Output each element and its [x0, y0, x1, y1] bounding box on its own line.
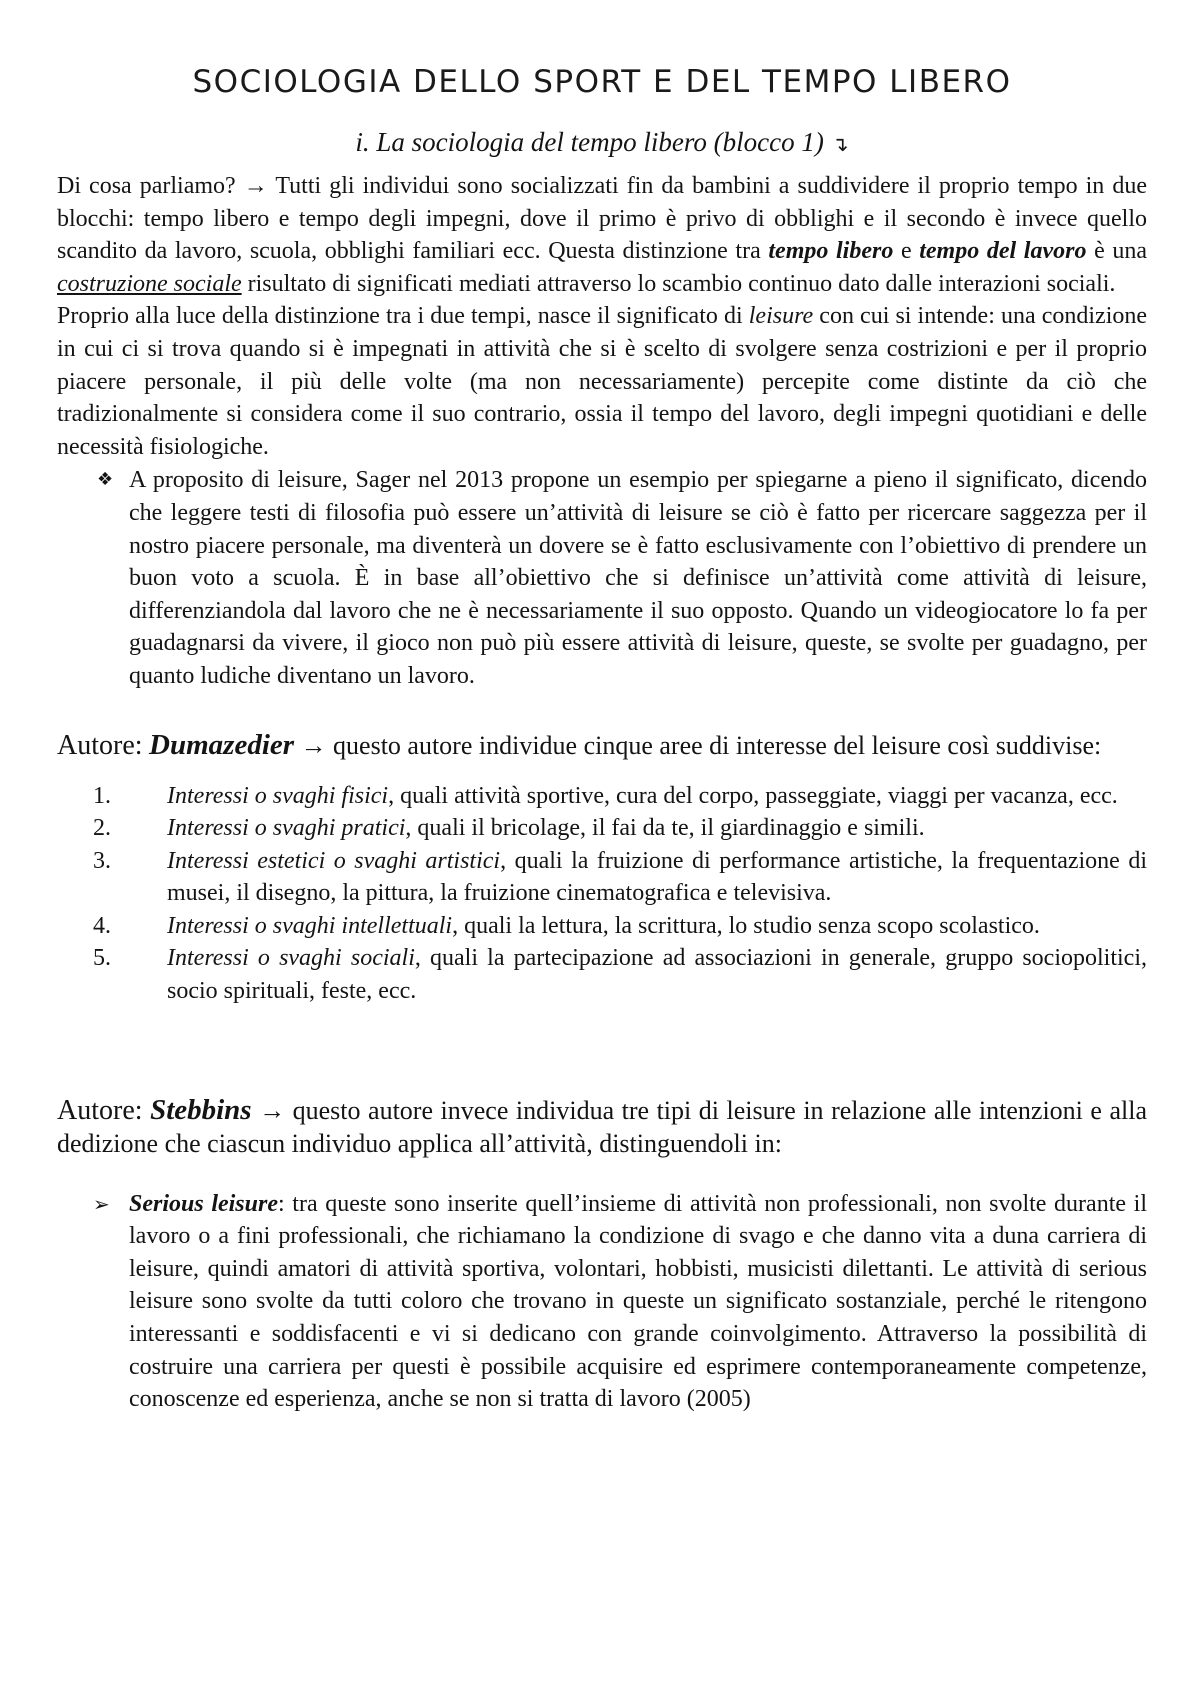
- intro-paragraph: [57, 170, 1147, 300]
- intro-text-d: risultato di significati mediati attraverso lo scambio continuo dato dalle interazioni sociali.: [241, 270, 1116, 297]
- sager-bullet-text: A proposito di leisure, Sager nel 2013 propone un esempio per spiegarne a pieno il significato, dicendo che leggere testi di filosofia può essere un’attività di leisure se ciò è fatto per ricercare saggezza per il nostro piacere personale, ma diventerà un dovere se è fatto esclusivamente con l’obiettivo di prendere un buon voto a scuola. È in base all’obiettivo che si definisce un’attività come attività di leisure, differenziandola dal lavoro che ne è necessariamente il suo opposto. Quando un videogiocatore lo fa per guadagnarsi da vivere, il gioco non può più essere attività di leisure, queste, se svolte per guadagno, per quanto ludiche diventano un lavoro.: [129, 467, 1147, 689]
- author-label: Autore:: [57, 1094, 143, 1126]
- author-name: Dumazedier: [149, 728, 295, 761]
- list-item-term: Serious leisure: [129, 1190, 278, 1217]
- list-item-number: 1.: [93, 782, 111, 809]
- author-stebbins: [57, 1094, 1147, 1160]
- term-costruzione-sociale: costruzione sociale: [57, 270, 242, 297]
- list-item: [57, 780, 1147, 813]
- author-description: → questo autore individue cinque aree di interesse del leisure così suddivise:: [294, 730, 1102, 760]
- list-item-number: 4.: [93, 912, 111, 939]
- author-label: Autore:: [57, 729, 143, 761]
- list-item: [57, 910, 1147, 943]
- leisure-text-a: Proprio alla luce della distinzione tra i due tempi, nasce il significato di: [57, 303, 749, 330]
- author-description: → questo autore invece individua tre tipi di leisure in relazione alle intenzioni e alla dedizione che ciascun individuo applica all’attività, distinguendoli in:: [57, 1095, 1148, 1158]
- list-item-number: 3.: [93, 847, 111, 874]
- leisure-types-list: [57, 1188, 1147, 1416]
- term-tempo-libero: tempo libero: [768, 238, 894, 265]
- leisure-definition-paragraph: [57, 300, 1147, 463]
- document-page: [57, 52, 1147, 1416]
- intro-text-a: Di cosa parliamo? → Tutti gli individui sono socializzati fin da bambini a suddividere il proprio tempo in due blocchi: tempo libero e tempo degli impegni, dove il primo è privo di obblighi e il secondo è invece quello scandito da lavoro, scuola, obblighi familiari ecc. Questa distinzione tra: [57, 173, 1147, 265]
- list-item-term: Interessi o svaghi sociali: [167, 945, 415, 972]
- term-tempo-lavoro: tempo del lavoro: [919, 238, 1087, 265]
- list-item-number: 5.: [93, 945, 111, 972]
- sager-bullet: [57, 464, 1147, 692]
- arrow-bullet-icon: ➢: [93, 1191, 110, 1216]
- list-item-term: Interessi estetici o svaghi artistici: [167, 847, 501, 874]
- list-item: [57, 812, 1147, 845]
- list-item-text: , quali la lettura, la scrittura, lo studio senza scopo scolastico.: [452, 912, 1040, 939]
- document-title: SOCIOLOGIA DELLO SPORT E DEL TEMPO LIBERO: [192, 64, 1012, 100]
- list-item-text: , quali la fruizione di performance artistiche, la frequentazione di musei, il disegno, la pittura, la fruizione cinematografica e televisiva.: [167, 847, 1147, 907]
- author-dumazedier: [57, 729, 1147, 762]
- list-item-text: , quali il bricolage, il fai da te, il giardinaggio e simili.: [405, 815, 925, 842]
- list-item: [57, 942, 1147, 1007]
- list-item-text: , quali la partecipazione ad associazioni in generale, gruppo sociopolitici, socio spirituali, feste, ecc.: [167, 945, 1147, 1005]
- interest-areas-list: [57, 780, 1147, 1008]
- list-item-text: : tra queste sono inserite quell’insieme di attività non professionali, non svolte durante il lavoro o a fini professionali, che richiamano la condizione di svago e che danno vita a duna carriera di leisure, quindi amatori di attività sportiva, volontari, hobbisti, musicisti dilettanti. Le attività di serious leisure sono svolte da tutti coloro che trovano in queste un significato sostanziale, perché le ritengono interessanti e soddisfacenti e vi si dedicano con grande coinvolgimento. Attraverso la possibilità di costruire una carriera per questi è possibile acquisire ed esprimere contemporaneamente competenze, conoscenze ed esperienza, anche se non si tratta di lavoro (2005): [129, 1190, 1147, 1413]
- author-name: Stebbins: [150, 1093, 252, 1126]
- list-item: [57, 845, 1147, 910]
- list-item-term: Interessi o svaghi fisici: [167, 782, 389, 809]
- turn-arrow-icon: ↴: [831, 132, 849, 156]
- term-leisure: leisure: [748, 303, 814, 330]
- intro-text-b: e: [893, 238, 920, 265]
- section-heading-text: i. La sociologia del tempo libero (blocco 1): [355, 127, 824, 157]
- list-item-text: , quali attività sportive, cura del corpo, passeggiate, viaggi per vacanza, ecc.: [388, 782, 1118, 809]
- list-item: [57, 1188, 1147, 1416]
- leisure-text-b: con cui si intende: una condizione in cui ci si trova quando si è impegnati in attività che si è scelto di svolgere senza costrizioni e per il proprio piacere personale, il più delle volte (ma non necessariamente) percepite come distinte da ciò che tradizionalmente si considera come il suo contrario, ossia il tempo del lavoro, degli impegni quotidiani e delle necessità fisiologiche.: [57, 303, 1148, 460]
- list-item-term: Interessi o svaghi intellettuali: [167, 912, 453, 939]
- list-item-number: 2.: [93, 815, 111, 842]
- diamond-bullet-icon: ❖: [97, 469, 114, 491]
- list-item-term: Interessi o svaghi pratici: [167, 815, 406, 842]
- intro-text-c: è una: [1086, 238, 1148, 265]
- section-heading: [57, 122, 1147, 164]
